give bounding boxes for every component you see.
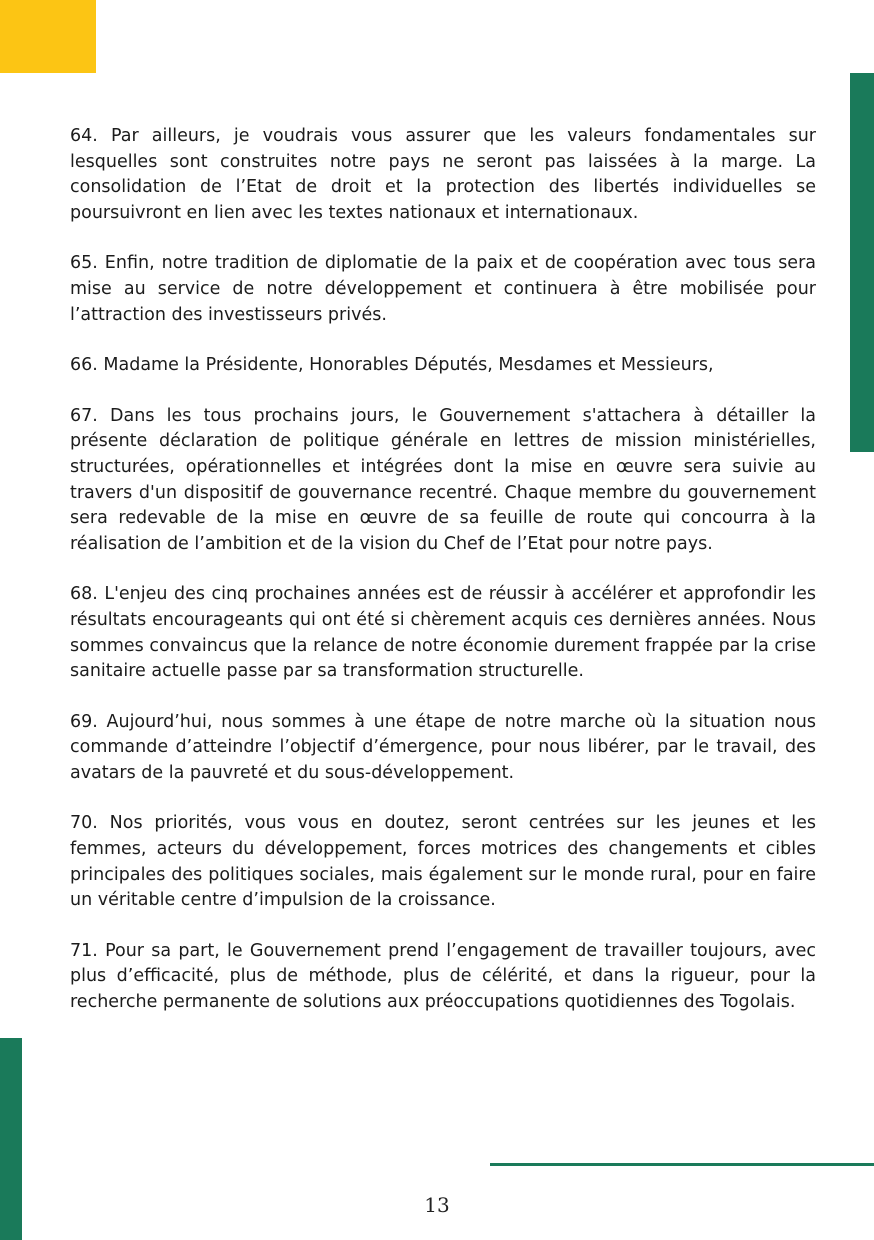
- footer-rule: [490, 1163, 874, 1166]
- paragraph-68: 68. L'enjeu des cinq prochaines années est de réussir à accélérer et approfondir les résultats encourageants qui ont été si chèrement acquis ces dernières années. Nous sommes convaincus que la relance de notre économie durement frappée par la crise sanitaire actuelle passe par sa transformation structurelle.: [70, 584, 816, 682]
- paragraph-64: 64. Par ailleurs, je voudrais vous assurer que les valeurs fondamentales sur lesquelles sont construites notre pays ne seront pas laissées à la marge. La consolidation de l’Etat de droit et la protection des libertés individuelles se poursuivront en lien avec les textes nationaux et internationaux.: [70, 126, 816, 223]
- green-side-bar-right: [850, 73, 874, 452]
- document-body: [70, 124, 816, 1041]
- paragraph-70: 70. Nos priorités, vous vous en doutez, seront centrées sur les jeunes et les femmes, acteurs du développement, forces motrices des changements et cibles principales des politiques sociales, mais également sur le monde rural, pour en faire un véritable centre d’impulsion de la croissance.: [70, 813, 816, 911]
- yellow-corner-block: [0, 0, 96, 73]
- paragraph-66: 66. Madame la Présidente, Honorables Députés, Mesdames et Messieurs,: [70, 355, 714, 376]
- page-number: 13: [424, 1193, 450, 1217]
- paragraph-71: 71. Pour sa part, le Gouvernement prend l’engagement de travailler toujours, avec plus d’efficacité, plus de méthode, plus de célérité, et dans la rigueur, pour la recherche permanente de solutions aux préoccupations quotidiennes des Togolais.: [70, 940, 816, 1013]
- paragraph-67: 67. Dans les tous prochains jours, le Gouvernement s'attachera à détailler la présente déclaration de politique générale en lettres de mission ministérielles, structurées, opérationnelles et intégrées dont la mise en œuvre sera suivie au travers d'un dispositif de gouvernance recentré. Chaque membre du gouvernement sera redevable de la mise en œuvre de sa feuille de route qui concourra à la réalisation de l’ambition et de la vision du Chef de l’Etat pour notre pays.: [70, 405, 816, 554]
- paragraph-69: 69. Aujourd’hui, nous sommes à une étape de notre marche où la situation nous commande d’atteindre l’objectif d’émergence, pour nous libérer, par le travail, des avatars de la pauvreté et du sous-développement.: [70, 711, 816, 783]
- paragraph-65: 65. Enfin, notre tradition de diplomatie de la paix et de coopération avec tous sera mise au service de notre développement et continuera à être mobilisée pour l’attraction des investisseurs privés.: [70, 253, 816, 325]
